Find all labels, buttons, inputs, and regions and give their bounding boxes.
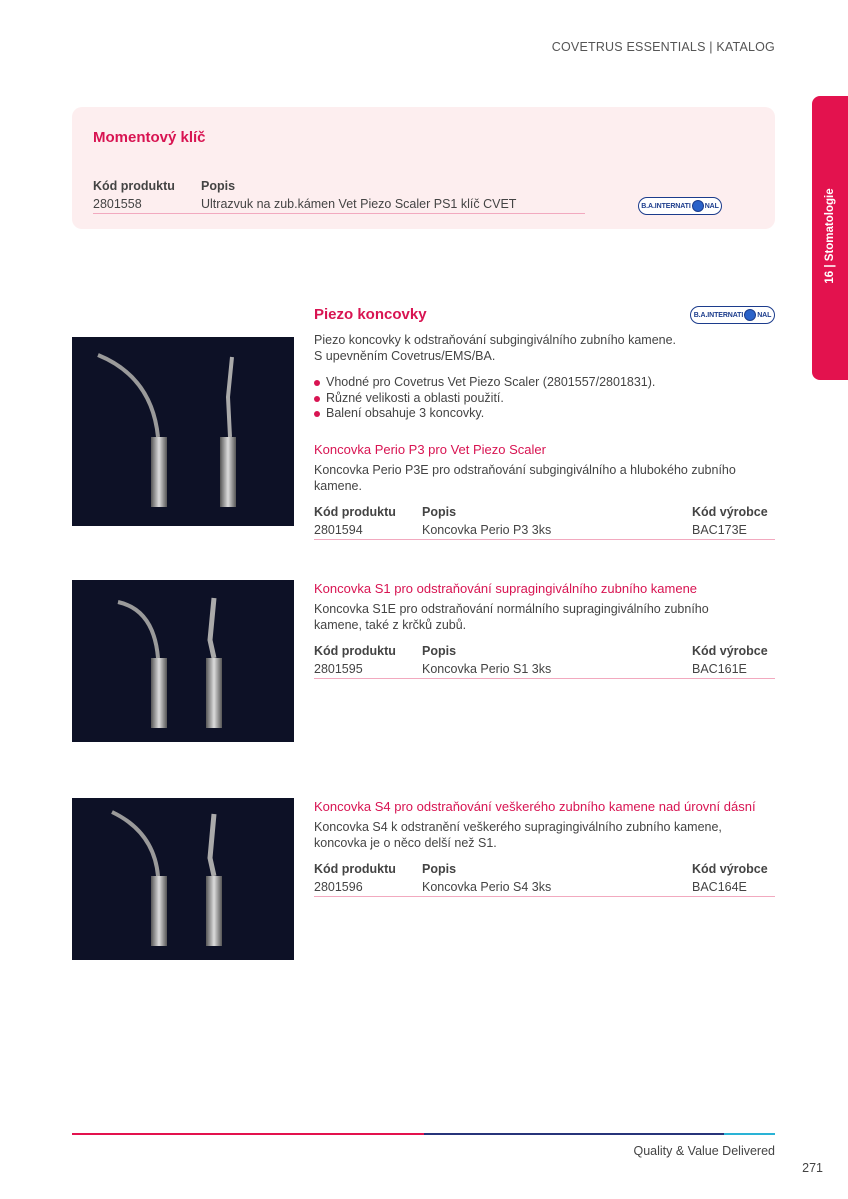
piezo-title: Piezo koncovky bbox=[314, 306, 427, 323]
catalog-header: COVETRUS ESSENTIALS | KATALOG bbox=[551, 40, 775, 54]
product-name: Koncovka Perio P3 3ks bbox=[422, 523, 552, 537]
logo-text-left: B.A.INTERNATI bbox=[693, 311, 744, 319]
product-name: Koncovka Perio S4 3ks bbox=[422, 880, 552, 894]
ba-international-logo bbox=[638, 197, 722, 215]
product-name: Koncovka Perio S1 3ks bbox=[422, 662, 552, 676]
piezo-bullet-list bbox=[314, 375, 655, 422]
product-desc-line2: kamene. bbox=[314, 479, 362, 493]
row-rule bbox=[314, 896, 775, 897]
piezo-intro-line2: S upevněním Covetrus/EMS/BA. bbox=[314, 349, 496, 363]
scaler-tips-illustration bbox=[72, 337, 294, 526]
logo-text-left: B.A.INTERNATI bbox=[641, 202, 691, 210]
logo-text-right: NAL bbox=[704, 202, 719, 210]
footer-tagline: Quality & Value Delivered bbox=[633, 1144, 775, 1158]
product-title: Koncovka S4 pro odstraňování veškerého zubního kamene nad úrovní dásní bbox=[314, 799, 756, 814]
scaler-tips-illustration bbox=[72, 798, 294, 960]
chapter-tab-label: 16 | Stomatologie bbox=[824, 188, 836, 284]
col-mfr-header: Kód výrobce bbox=[692, 644, 768, 658]
footer-rule-navy bbox=[424, 1133, 724, 1135]
row-rule bbox=[314, 678, 775, 679]
footer-rule-cyan bbox=[724, 1133, 775, 1135]
torque-key-col-code: Kód produktu bbox=[93, 179, 175, 193]
product-desc-line2: kamene, také z krčků zubů. bbox=[314, 618, 467, 632]
manufacturer-code: BAC164E bbox=[692, 880, 747, 894]
piezo-intro-line1: Piezo koncovky k odstraňování subgingiválního zubního kamene. bbox=[314, 333, 677, 347]
torque-key-code: 2801558 bbox=[93, 197, 142, 211]
ba-international-logo bbox=[690, 306, 775, 324]
footer-rule-pink bbox=[72, 1133, 424, 1135]
product-desc-line1: Koncovka S4 k odstranění veškerého supragingiválního zubního kamene, bbox=[314, 820, 722, 834]
logo-text-right: NAL bbox=[757, 311, 772, 319]
product-photo-p3 bbox=[72, 337, 294, 526]
product-code: 2801596 bbox=[314, 880, 363, 894]
product-photo-s1 bbox=[72, 580, 294, 742]
globe-icon bbox=[692, 200, 704, 212]
col-desc-header: Popis bbox=[422, 505, 457, 519]
product-title: Koncovka Perio P3 pro Vet Piezo Scaler bbox=[314, 442, 546, 457]
product-code: 2801595 bbox=[314, 662, 363, 676]
bullet-item: Balení obsahuje 3 koncovky. bbox=[314, 406, 655, 422]
product-title: Koncovka S1 pro odstraňování supragingiválního zubního kamene bbox=[314, 581, 698, 596]
col-desc-header: Popis bbox=[422, 644, 457, 658]
scaler-tips-illustration bbox=[72, 580, 294, 742]
row-rule bbox=[314, 539, 775, 540]
col-code-header: Kód produktu bbox=[314, 644, 396, 658]
product-code: 2801594 bbox=[314, 523, 363, 537]
torque-key-title: Momentový klíč bbox=[93, 129, 206, 146]
col-code-header: Kód produktu bbox=[314, 862, 396, 876]
col-mfr-header: Kód výrobce bbox=[692, 505, 768, 519]
col-desc-header: Popis bbox=[422, 862, 457, 876]
bullet-item: Vhodné pro Covetrus Vet Piezo Scaler (2801557/2801831). bbox=[314, 375, 655, 391]
globe-icon bbox=[744, 309, 756, 321]
col-code-header: Kód produktu bbox=[314, 505, 396, 519]
product-desc-line1: Koncovka Perio P3E pro odstraňování subgingiválního a hlubokého zubního bbox=[314, 463, 736, 477]
product-photo-s4 bbox=[72, 798, 294, 960]
page-number: 271 bbox=[802, 1161, 823, 1175]
torque-key-col-desc: Popis bbox=[201, 179, 236, 193]
torque-key-desc: Ultrazvuk na zub.kámen Vet Piezo Scaler PS1 klíč CVET bbox=[201, 197, 517, 211]
manufacturer-code: BAC173E bbox=[692, 523, 747, 537]
chapter-tab[interactable] bbox=[812, 96, 848, 380]
product-desc-line1: Koncovka S1E pro odstraňování normálního supragingiválního zubního bbox=[314, 602, 709, 616]
manufacturer-code: BAC161E bbox=[692, 662, 747, 676]
product-desc-line2: koncovka je o něco delší než S1. bbox=[314, 836, 497, 850]
torque-key-row-rule bbox=[93, 213, 585, 214]
col-mfr-header: Kód výrobce bbox=[692, 862, 768, 876]
bullet-item: Různé velikosti a oblasti použití. bbox=[314, 391, 655, 407]
